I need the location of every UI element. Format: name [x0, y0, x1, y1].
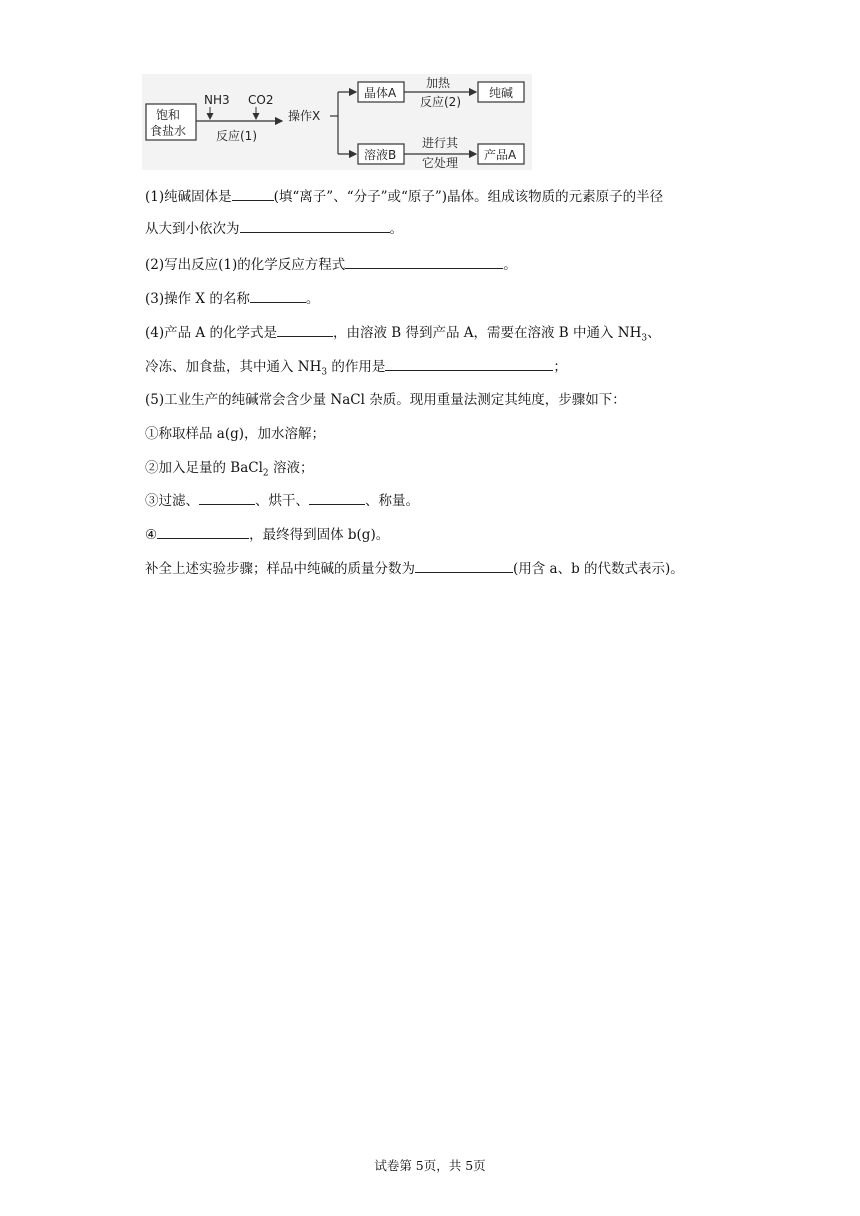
reaction1-label: 反应(1): [216, 129, 257, 143]
nh3-label: NH3: [204, 93, 230, 107]
question-1-line-2: 从大到小依次为 。: [145, 218, 403, 239]
step-2: ②加入足量的 BaCl$_2$ 溶液；: [145, 460, 314, 479]
other-treatment-label-2: 它处理: [422, 156, 459, 170]
co2-label: CO2: [248, 93, 274, 107]
question-5: (5)工业生产的纯碱常会含少量 NaCl 杂质。现用重量法测定其纯度，步骤如下：: [145, 392, 626, 408]
step-1: ①称取样品 a(g)，加水溶解；: [145, 426, 326, 442]
crystal-a-label: 晶体A: [364, 86, 397, 100]
saturated-brine-label-2: 食盐水: [150, 124, 187, 138]
saturated-brine-label-1: 饱和: [156, 108, 181, 122]
page-footer: 试卷第 5页，共 5页: [374, 1158, 486, 1173]
answer-blank-q3[interactable]: [250, 288, 306, 303]
operation-x-label: 操作X: [288, 109, 321, 123]
process-flow-diagram: [142, 74, 532, 170]
answer-blank-q4-formula[interactable]: [277, 322, 333, 337]
soda-ash-label: 纯碱: [489, 86, 514, 100]
question-1-line-1: (1)纯碱固体是 (填“离子”、“分子”或“原子”)晶体。组成该物质的元素原子的半径: [145, 186, 663, 207]
answer-blank-q2[interactable]: [345, 254, 503, 269]
heat-label: 加热: [426, 76, 451, 90]
diagram-background: [142, 74, 532, 170]
question-4-line-2: 冷冻、加食盐，其中通入 $NH_3$ 的作用是 ；: [145, 356, 567, 383]
answer-blank-step3-1[interactable]: [199, 490, 255, 505]
solution-b-label: 溶液B: [364, 148, 397, 162]
answer-blank-q1-radius[interactable]: [240, 218, 390, 233]
answer-blank-step3-2[interactable]: [309, 490, 365, 505]
answer-blank-purity[interactable]: [415, 558, 513, 573]
answer-blank-q4-role[interactable]: [385, 356, 553, 371]
other-treatment-label-1: 进行其: [422, 136, 459, 150]
flow-svg: [142, 74, 532, 170]
product-a-label: 产品A: [484, 148, 517, 162]
question-3: (3)操作 X 的名称 。: [145, 288, 319, 309]
reaction2-label: 反应(2): [420, 95, 461, 109]
step-3: ③过滤、 、烘干、 、称量。: [145, 490, 419, 511]
question-4-line-1: (4)产品 A 的化学式是 ，由溶液 B 得到产品 A，需要在溶液 B 中通入 $NH_3$、: [145, 322, 661, 349]
answer-blank-q1-type[interactable]: [232, 186, 274, 201]
question-2: (2)写出反应(1)的化学反应方程式 。: [145, 254, 517, 275]
step-4: ④ ，最终得到固体 b(g)。: [145, 524, 389, 545]
answer-blank-step4[interactable]: [157, 524, 249, 539]
final-question: 补全上述实验步骤；样品中纯碱的质量分数为 (用含 a、b 的代数式表示)。: [145, 558, 684, 579]
